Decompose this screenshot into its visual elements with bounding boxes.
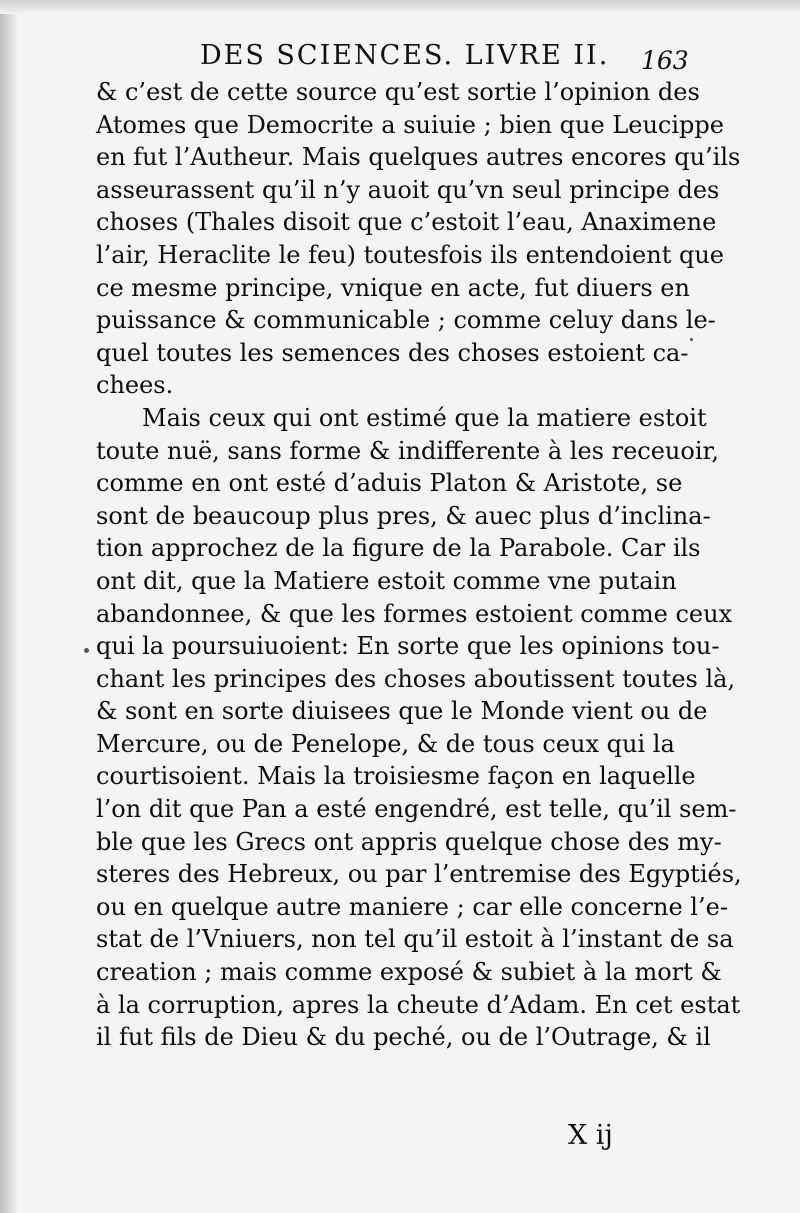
- text-line: toute nuë, sans forme & indifferente à les receuoir,: [96, 436, 719, 465]
- text-line: l’air, Heraclite le feu) toutesfois ils entendoient que: [96, 240, 724, 269]
- running-head: [0, 40, 800, 80]
- text-line: qui la poursuiuoient: En sorte que les opinions tou-: [96, 632, 720, 661]
- scan-shadow-top: [0, 0, 800, 14]
- text-line: chant les principes des choses aboutissent toutes là,: [96, 664, 736, 693]
- text-line: l’on dit que Pan a esté engendré, est telle, qu’il sem-: [96, 795, 737, 824]
- page-number: 163: [641, 46, 689, 75]
- signature-mark: X ij: [568, 1120, 613, 1151]
- text-line: à la corruption, apres la cheute d’Adam. En cet estat: [96, 990, 741, 1019]
- text-line: Atomes que Democrite a suiuie ; bien que Leucippe: [96, 110, 724, 139]
- text-line: tion approchez de la figure de la Parabole. Car ils: [96, 534, 701, 563]
- text-line: asseurassent qu’il n’y auoit qu’vn seul principe des: [96, 175, 720, 204]
- text-line: courtisoient. Mais la troisiesme façon en laquelle: [96, 762, 696, 791]
- text-line: stat de l’Vniuers, non tel qu’il estoit à l’instant de sa: [96, 925, 734, 954]
- text-line: ce mesme principe, vnique en acte, fut diuers en: [96, 273, 690, 302]
- text-line: creation ; mais comme exposé & subiet à la mort &: [96, 958, 722, 987]
- running-title: DES SCIENCES. LIVRE II.: [200, 40, 610, 71]
- text-line: chees.: [96, 371, 174, 400]
- text-line: Mais ceux qui ont estimé que la matiere estoit: [142, 403, 707, 432]
- ink-speck: [84, 648, 89, 653]
- text-line: steres des Hebreux, ou par l’entremise des Egyptiés,: [96, 860, 742, 889]
- ink-speck: [690, 338, 693, 341]
- text-line: sont de beaucoup plus pres, & auec plus d’inclina-: [96, 501, 711, 530]
- text-line: Mercure, ou de Penelope, & de tous ceux qui la: [96, 729, 675, 758]
- text-line: il fut fils de Dieu & du peché, ou de l’Outrage, & il: [96, 1023, 711, 1052]
- scan-shadow-left: [0, 0, 18, 1213]
- text-line: ou en quelque autre maniere ; car elle concerne l’e-: [96, 892, 728, 921]
- text-line: quel toutes les semences des choses estoient ca-: [96, 338, 689, 367]
- text-line: puissance & communicable ; comme celuy dans le-: [96, 306, 716, 335]
- text-line: ont dit, que la Matiere estoit comme vne putain: [96, 566, 677, 595]
- body-text: [96, 76, 742, 1054]
- text-line: & c’est de cette source qu’est sortie l’opinion des: [96, 78, 700, 106]
- text-line: abandonnee, & que les formes estoient comme ceux: [96, 599, 733, 628]
- text-line: ble que les Grecs ont appris quelque chose des my-: [96, 827, 722, 856]
- text-line: & sont en sorte diuisees que le Monde vient ou de: [96, 697, 708, 726]
- text-line: choses (Thales disoit que c’estoit l’eau, Anaximene: [96, 208, 717, 237]
- text-line: comme en ont esté d’aduis Platon & Aristote, se: [96, 469, 683, 498]
- text-line: en fut l’Autheur. Mais quelques autres encores qu’ils: [96, 143, 741, 172]
